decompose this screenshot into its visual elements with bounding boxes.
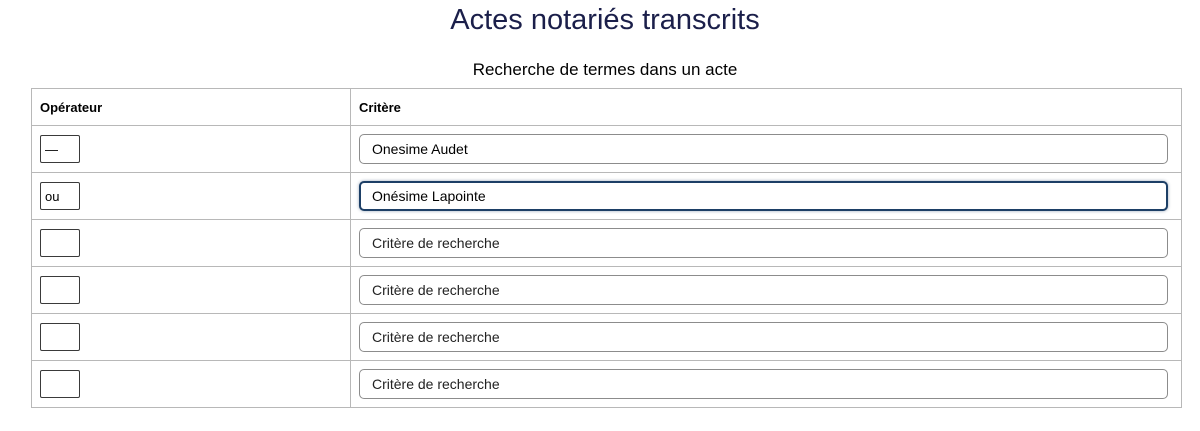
criterion-column-header: Critère	[351, 89, 1182, 126]
page-subtitle: Recherche de termes dans un acte	[472, 60, 738, 79]
operator-input[interactable]	[40, 323, 80, 351]
operator-cell	[32, 126, 351, 173]
criterion-input[interactable]	[359, 228, 1168, 258]
table-header-row	[32, 89, 1182, 126]
table-row	[32, 220, 1182, 267]
operator-cell	[32, 361, 351, 408]
operator-input[interactable]	[40, 229, 80, 257]
search-criteria-table	[31, 88, 1182, 408]
operator-cell	[32, 314, 351, 361]
table-row	[32, 126, 1182, 173]
operator-cell	[32, 220, 351, 267]
page-title: Actes notariés transcrits	[450, 4, 760, 36]
operator-input[interactable]	[40, 370, 80, 398]
table-row	[32, 361, 1182, 408]
table-row	[32, 173, 1182, 220]
criterion-input[interactable]	[359, 181, 1168, 211]
table-row	[32, 267, 1182, 314]
operator-column-header: Opérateur	[32, 89, 351, 126]
operator-cell	[32, 173, 351, 220]
criterion-input[interactable]	[359, 369, 1168, 399]
operator-input[interactable]	[40, 276, 80, 304]
criterion-cell	[351, 126, 1182, 173]
table-row	[32, 314, 1182, 361]
criterion-input[interactable]	[359, 275, 1168, 305]
criterion-cell	[351, 361, 1182, 408]
operator-input[interactable]	[40, 182, 80, 210]
criterion-input[interactable]	[359, 322, 1168, 352]
operator-input[interactable]	[40, 135, 80, 163]
criterion-cell	[351, 173, 1182, 220]
criterion-cell	[351, 267, 1182, 314]
operator-cell	[32, 267, 351, 314]
criterion-cell	[351, 220, 1182, 267]
criterion-cell	[351, 314, 1182, 361]
criterion-input[interactable]	[359, 134, 1168, 164]
